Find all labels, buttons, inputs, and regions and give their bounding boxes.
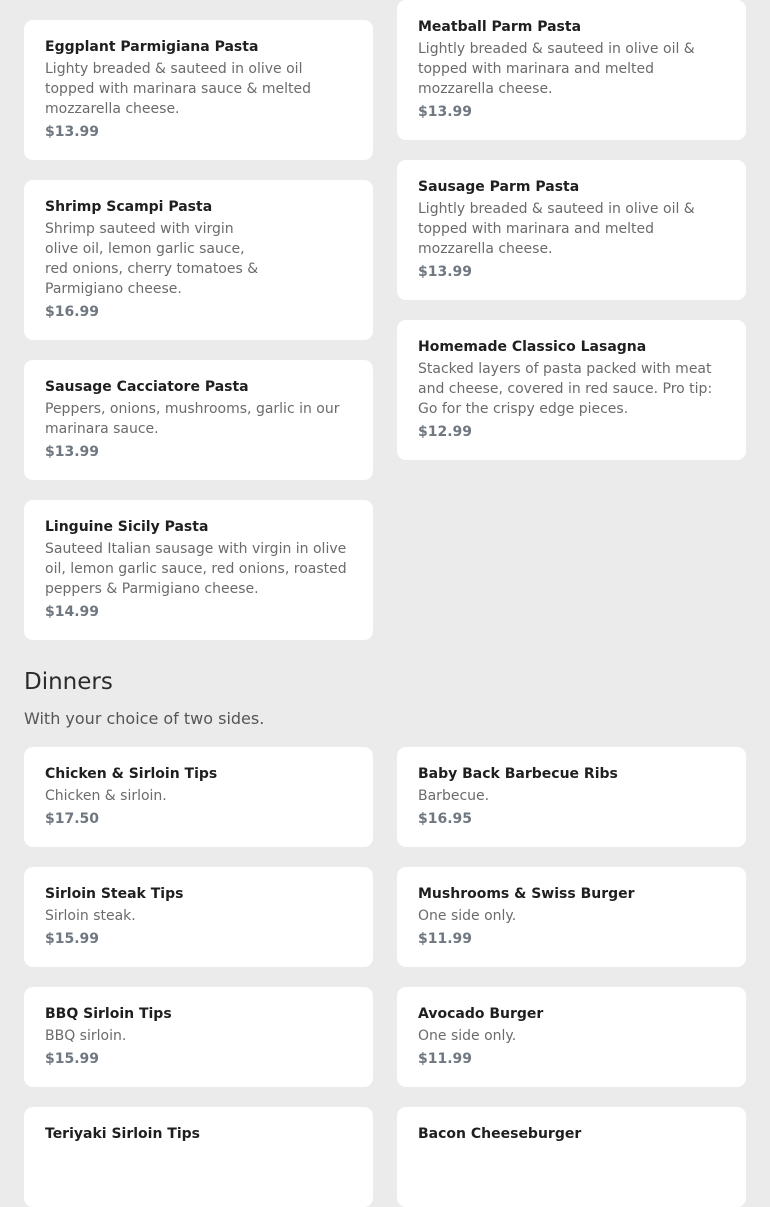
item-description: One side only.: [418, 908, 517, 924]
menu-item-card[interactable]: [397, 160, 746, 300]
item-description: Sauteed Italian sausage with virgin in olive oil, lemon garlic sauce, red onions, roasted peppers & Parmigiano cheese.: [45, 541, 347, 597]
item-price: $16.99: [45, 304, 100, 320]
item-name: Avocado Burger: [418, 1006, 544, 1022]
item-name: Eggplant Parmigiana Pasta: [45, 39, 259, 55]
item-description: Sirloin steak.: [45, 908, 136, 924]
menu-item-card[interactable]: [24, 500, 373, 640]
item-description: Lightly breaded & sauteed in olive oil & topped with marinara and melted mozzarella cheese.: [418, 201, 695, 257]
menu-item-card[interactable]: [24, 867, 373, 967]
item-price: $13.99: [418, 104, 473, 120]
item-name: Baby Back Barbecue Ribs: [418, 766, 618, 782]
menu-item-card[interactable]: [24, 20, 373, 160]
item-price: $15.99: [45, 931, 100, 947]
menu-item-card[interactable]: [24, 747, 373, 847]
menu-item-card[interactable]: [24, 180, 373, 340]
menu-item-card[interactable]: [397, 987, 746, 1087]
item-name: Meatball Parm Pasta: [418, 19, 582, 35]
item-description: Peppers, onions, mushrooms, garlic in our marinara sauce.: [45, 401, 340, 437]
item-price: $17.50: [45, 811, 100, 827]
item-description: Chicken & sirloin.: [45, 788, 167, 804]
item-name: Mushrooms & Swiss Burger: [418, 886, 635, 902]
item-price: $14.99: [45, 604, 100, 620]
item-name: Sirloin Steak Tips: [45, 886, 184, 902]
item-name: Homemade Classico Lasagna: [418, 339, 647, 355]
menu-item-card[interactable]: [397, 1107, 746, 1207]
item-name: Sausage Parm Pasta: [418, 179, 580, 195]
item-name: Linguine Sicily Pasta: [45, 519, 209, 535]
item-description: Stacked layers of pasta packed with meat and cheese, covered in red sauce. Pro tip: Go for the crispy edge pieces.: [418, 361, 713, 417]
item-name: Teriyaki Sirloin Tips: [45, 1126, 200, 1142]
item-price: $16.95: [418, 811, 473, 827]
item-name: Bacon Cheeseburger: [418, 1126, 582, 1142]
item-description: Barbecue.: [418, 788, 490, 804]
menu-item-card[interactable]: [397, 320, 746, 460]
item-description: Lighty breaded & sauteed in olive oil topped with marinara sauce & melted mozzarella cheese.: [45, 61, 312, 117]
menu-item-card[interactable]: [397, 0, 746, 140]
item-price: $13.99: [45, 124, 100, 140]
item-name: Chicken & Sirloin Tips: [45, 766, 218, 782]
item-name: Sausage Cacciatore Pasta: [45, 379, 249, 395]
item-price: $11.99: [418, 1051, 473, 1067]
item-price: $12.99: [418, 424, 473, 440]
item-description: Lightly breaded & sauteed in olive oil & topped with marinara and melted mozzarella cheese.: [418, 41, 695, 97]
item-description: BBQ sirloin.: [45, 1028, 127, 1044]
item-description: One side only.: [418, 1028, 517, 1044]
menu-item-card[interactable]: [397, 747, 746, 847]
item-price: $13.99: [45, 444, 100, 460]
item-name: BBQ Sirloin Tips: [45, 1006, 172, 1022]
menu-item-card[interactable]: [24, 360, 373, 480]
menu-item-card[interactable]: [397, 867, 746, 967]
item-price: $11.99: [418, 931, 473, 947]
menu-item-card[interactable]: [24, 987, 373, 1087]
section-subtitle: With your choice of two sides.: [24, 709, 265, 728]
section-title: Dinners: [24, 669, 113, 695]
item-price: $13.99: [418, 264, 473, 280]
item-description: Shrimp sauteed with virgin olive oil, lemon garlic sauce, red onions, cherry tomatoes & Parmigiano cheese.: [45, 221, 259, 297]
menu-item-card[interactable]: [24, 1107, 373, 1207]
item-price: $15.99: [45, 1051, 100, 1067]
item-name: Shrimp Scampi Pasta: [45, 199, 213, 215]
